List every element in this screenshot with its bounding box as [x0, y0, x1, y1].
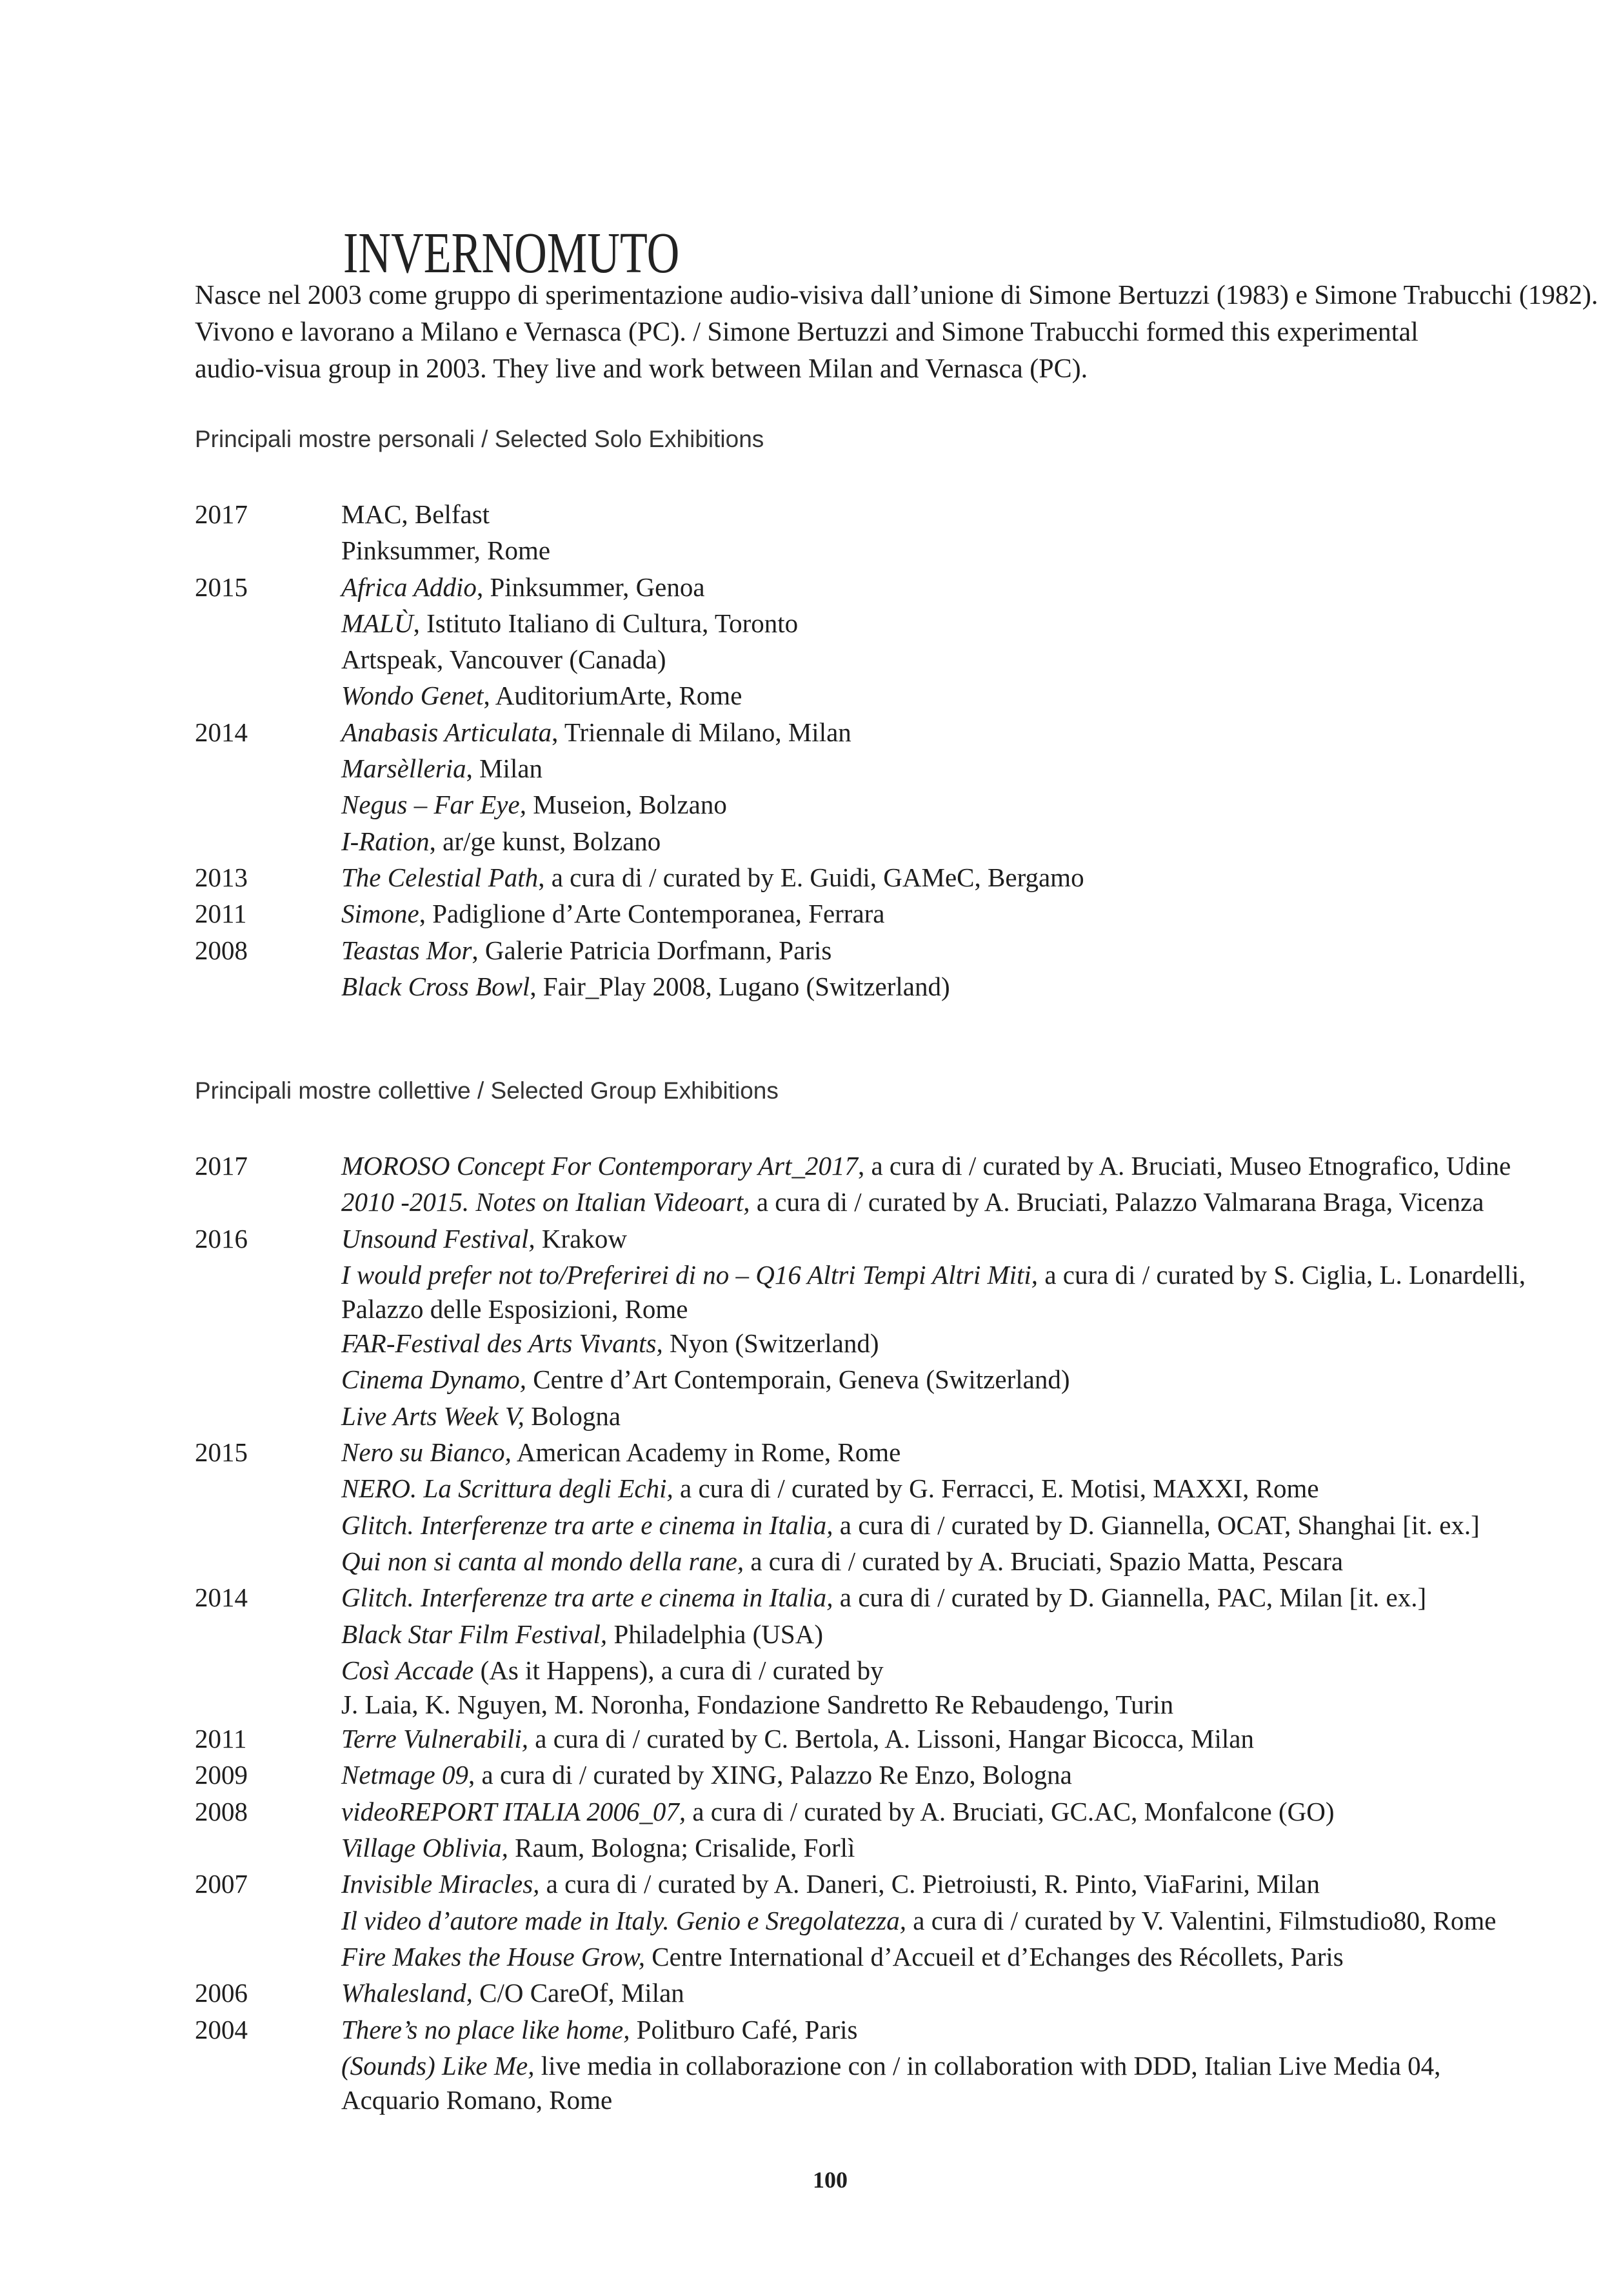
- entry-year: 2009: [195, 1760, 248, 1790]
- exhibition-details: , Triennale di Milano, Milan: [552, 717, 851, 747]
- exhibition-details: Nyon (Switzerland): [662, 1328, 879, 1359]
- exhibition-title: NERO. La Scrittura degli Echi,: [341, 1473, 673, 1504]
- exhibition-title: Invisible Miracles,: [341, 1869, 540, 1899]
- intro-line: Nasce nel 2003 come gruppo di sperimentazione audio-visiva dall’unione di Simone Bertuzzi (1983) e Simone Trabucchi (1982).: [195, 281, 1598, 310]
- exhibition-title: Netmage 09: [341, 1760, 468, 1790]
- intro-paragraph: [195, 277, 1612, 388]
- exhibition-details: , a cura di / curated by XING, Palazzo Re Enzo, Bologna: [468, 1760, 1072, 1790]
- exhibition-entry: [195, 2048, 1582, 2116]
- exhibition-details: a cura di / curated by C. Bertola, A. Lissoni, Hangar Bicocca, Milan: [528, 1724, 1254, 1754]
- exhibition-entry: [195, 895, 1582, 932]
- entry-year: 2011: [195, 1724, 247, 1754]
- exhibition-entry: [195, 1398, 1582, 1434]
- exhibition-title: MALÙ: [341, 608, 413, 638]
- entry-year: 2006: [195, 1978, 248, 2008]
- exhibition-details: , a cura di / curated by E. Guidi, GAMeC, Bergamo: [538, 862, 1084, 892]
- exhibition-title: There’s no place like home,: [341, 2014, 630, 2044]
- exhibition-title: Village Oblivia,: [341, 1833, 508, 1863]
- exhibition-title: Simone: [341, 899, 419, 929]
- exhibition-entry: [195, 677, 1582, 714]
- exhibition-title: Il video d’autore made in Italy. Genio e Sregolatezza,: [341, 1905, 906, 1935]
- exhibition-title: Fire Makes the House Grow,: [341, 1941, 646, 1972]
- exhibition-details: Centre d’Art Contemporain, Geneva (Switzerland): [526, 1364, 1070, 1395]
- exhibition-details: a cura di / curated by S. Ciglia, L. Lonardelli,: [1038, 1259, 1526, 1290]
- group-exhibitions-list: [195, 1148, 1582, 2116]
- exhibition-entry: [195, 1507, 1582, 1543]
- exhibition-title: Unsound Festival,: [341, 1223, 535, 1253]
- exhibition-title: (Sounds) Like Me,: [341, 2050, 535, 2081]
- exhibition-title: 2010 -2015. Notes on Italian Videoart,: [341, 1187, 750, 1217]
- entry-year: 2004: [195, 2014, 248, 2044]
- exhibition-details: (As it Happens), a cura di / curated by: [473, 1655, 884, 1685]
- exhibition-entry: [195, 1757, 1582, 1793]
- exhibition-title: videoREPORT ITALIA 2006_07,: [341, 1796, 686, 1826]
- exhibition-title: Live Arts Week V,: [341, 1401, 524, 1431]
- exhibition-details: Raum, Bologna; Crisalide, Forlì: [508, 1833, 855, 1863]
- exhibition-title: Glitch. Interferenze tra arte e cinema in Italia,: [341, 1510, 833, 1540]
- exhibition-title: Così Accade: [341, 1655, 474, 1685]
- exhibition-details: , a cura di / curated by A. Bruciati, Museo Etnografico, Udine: [857, 1151, 1511, 1181]
- exhibition-title: Black Cross Bowl: [341, 971, 530, 1001]
- exhibition-details: , Pinksummer, Genoa: [476, 572, 705, 602]
- solo-exhibitions-heading: Principali mostre personali / Selected Solo Exhibitions: [195, 426, 764, 452]
- exhibition-title: Cinema Dynamo,: [341, 1364, 526, 1395]
- exhibition-details: , Fair_Play 2008, Lugano (Switzerland): [530, 971, 950, 1001]
- entry-year: 2007: [195, 1869, 248, 1899]
- exhibition-details-continued: Acquario Romano, Rome: [341, 2085, 613, 2115]
- exhibition-entry: [195, 1652, 1582, 1721]
- exhibition-details: American Academy in Rome, Rome: [511, 1437, 901, 1468]
- exhibition-title: Glitch. Interferenze tra arte e cinema in Italia,: [341, 1582, 833, 1613]
- exhibition-entry: [195, 1866, 1582, 1902]
- intro-line: Vivono e lavorano a Milano e Vernasca (PC). / Simone Bertuzzi and Simone Trabucchi formed this experimental: [195, 317, 1418, 347]
- exhibition-entry: [195, 569, 1582, 605]
- entry-year: 2015: [195, 1437, 248, 1468]
- entry-year: 2014: [195, 1582, 248, 1613]
- entry-year: 2017: [195, 1151, 248, 1181]
- exhibition-entry: [195, 750, 1582, 786]
- exhibition-details: , ar/ge kunst, Bolzano: [429, 826, 661, 856]
- exhibition-entry: [195, 1257, 1582, 1325]
- exhibition-details: MAC, Belfast: [341, 499, 490, 529]
- exhibition-details: a cura di / curated by D. Giannella, PAC, Milan [it. ex.]: [833, 1582, 1427, 1613]
- exhibition-entry: [195, 496, 1582, 532]
- exhibition-title: Nero su Bianco,: [341, 1437, 512, 1468]
- exhibition-details: a cura di / curated by V. Valentini, Filmstudio80, Rome: [906, 1905, 1497, 1935]
- entry-year: 2011: [195, 899, 247, 929]
- exhibition-title: Teastas Mor: [341, 935, 472, 965]
- page-number: 100: [813, 2167, 848, 2193]
- exhibition-entry: [195, 1221, 1582, 1257]
- exhibition-entry: [195, 1830, 1582, 1866]
- exhibition-entry: [195, 1543, 1582, 1579]
- page-title: INVERNOMUTO: [343, 221, 680, 286]
- exhibition-details: Pinksummer, Rome: [341, 535, 551, 566]
- exhibition-title: Terre Vulnerabili,: [341, 1724, 529, 1754]
- exhibition-details: a cura di / curated by G. Ferracci, E. Motisi, MAXXI, Rome: [673, 1473, 1319, 1504]
- exhibition-entry: [195, 2011, 1582, 2048]
- exhibition-entry: [195, 1361, 1582, 1397]
- exhibition-entry: [195, 1721, 1582, 1757]
- exhibition-entry: [195, 641, 1582, 677]
- exhibition-details-continued: Palazzo delle Esposizioni, Rome: [341, 1294, 688, 1324]
- exhibition-title: I would prefer not to/Preferirei di no – Q16 Altri Tempi Altri Miti,: [341, 1259, 1039, 1290]
- exhibition-title: Africa Addio: [341, 572, 477, 602]
- exhibition-title: Negus – Far Eye,: [341, 790, 526, 820]
- exhibition-details: , AuditoriumArte, Rome: [483, 681, 742, 711]
- exhibition-entry: [195, 532, 1582, 568]
- exhibition-entry: [195, 1616, 1582, 1652]
- group-exhibitions-heading: Principali mostre collettive / Selected Group Exhibitions: [195, 1077, 779, 1104]
- exhibition-entry: [195, 1325, 1582, 1361]
- exhibition-entry: [195, 786, 1582, 823]
- exhibition-details-continued: J. Laia, K. Nguyen, M. Noronha, Fondazione Sandretto Re Rebaudengo, Turin: [341, 1690, 1174, 1720]
- entry-year: 2014: [195, 717, 248, 747]
- exhibition-title: Anabasis Articulata: [341, 717, 552, 747]
- exhibition-details: a cura di / curated by A. Bruciati, Palazzo Valmarana Braga, Vicenza: [750, 1187, 1484, 1217]
- exhibition-details: live media in collaborazione con / in collaboration with DDD, Italian Live Media 04,: [534, 2050, 1441, 2081]
- exhibition-entry: [195, 968, 1582, 1004]
- exhibition-title: Wondo Genet: [341, 681, 484, 711]
- exhibition-title: Marsèlleria: [341, 754, 466, 784]
- entry-year: 2017: [195, 499, 248, 529]
- exhibition-entry: [195, 1939, 1582, 1975]
- exhibition-entry: [195, 1184, 1582, 1220]
- exhibition-details: , Galerie Patricia Dorfmann, Paris: [472, 935, 832, 965]
- exhibition-title: The Celestial Path: [341, 862, 539, 892]
- exhibition-entry: [195, 859, 1582, 895]
- entry-year: 2008: [195, 1796, 248, 1826]
- exhibition-details: , Istituto Italiano di Cultura, Toronto: [413, 608, 799, 638]
- entry-year: 2013: [195, 862, 248, 892]
- exhibition-details: Artspeak, Vancouver (Canada): [341, 644, 666, 675]
- exhibition-details: C/O CareOf, Milan: [472, 1978, 684, 2008]
- exhibition-title: Black Star Film Festival,: [341, 1619, 608, 1649]
- exhibition-details: Krakow: [535, 1223, 627, 1253]
- exhibition-title: MOROSO Concept For Contemporary Art_2017: [341, 1151, 858, 1181]
- exhibition-details: Centre International d’Accueil et d’Echanges des Récollets, Paris: [645, 1941, 1344, 1972]
- exhibition-details: Politburo Café, Paris: [630, 2014, 858, 2044]
- exhibition-details: Bologna: [524, 1401, 621, 1431]
- exhibition-entry: [195, 1902, 1582, 1939]
- exhibition-details: , Milan: [466, 754, 543, 784]
- exhibition-details: a cura di / curated by A. Daneri, C. Pietroiusti, R. Pinto, ViaFarini, Milan: [539, 1869, 1320, 1899]
- exhibition-details: a cura di / curated by A. Bruciati, GC.AC, Monfalcone (GO): [686, 1796, 1335, 1826]
- exhibition-entry: [195, 1793, 1582, 1830]
- exhibition-details: , Padiglione d’Arte Contemporanea, Ferrara: [419, 899, 885, 929]
- entry-year: 2008: [195, 935, 248, 965]
- solo-exhibitions-list: [195, 496, 1582, 1004]
- entry-year: 2016: [195, 1223, 248, 1253]
- exhibition-title: I-Ration: [341, 826, 430, 856]
- intro-line: audio-visua group in 2003. They live and work between Milan and Vernasca (PC).: [195, 354, 1088, 384]
- exhibition-entry: [195, 714, 1582, 750]
- exhibition-details: Philadelphia (USA): [607, 1619, 823, 1649]
- exhibition-entry: [195, 1975, 1582, 2011]
- exhibition-entry: [195, 1579, 1582, 1615]
- exhibition-entry: [195, 1470, 1582, 1506]
- exhibition-entry: [195, 1434, 1582, 1470]
- exhibition-entry: [195, 932, 1582, 968]
- exhibition-title: Qui non si canta al mondo della rane,: [341, 1546, 744, 1576]
- exhibition-title: FAR-Festival des Arts Vivants,: [341, 1328, 663, 1359]
- exhibition-entry: [195, 1148, 1582, 1184]
- exhibition-details: Museion, Bolzano: [526, 790, 727, 820]
- exhibition-title: Whalesland,: [341, 1978, 473, 2008]
- entry-year: 2015: [195, 572, 248, 602]
- exhibition-details: a cura di / curated by A. Bruciati, Spazio Matta, Pescara: [744, 1546, 1344, 1576]
- exhibition-entry: [195, 605, 1582, 641]
- exhibition-entry: [195, 823, 1582, 859]
- exhibition-details: a cura di / curated by D. Giannella, OCAT, Shanghai [it. ex.]: [833, 1510, 1480, 1540]
